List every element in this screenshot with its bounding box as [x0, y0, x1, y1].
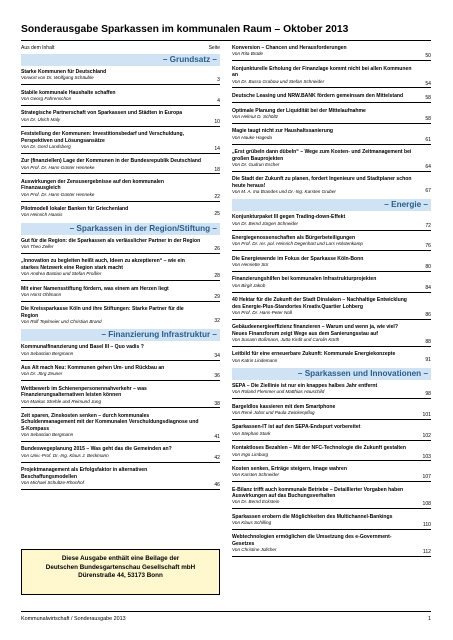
- toc-entry-page: 72: [425, 222, 431, 229]
- toc-entry: [232, 404, 431, 420]
- toc-entry: [21, 206, 220, 218]
- toc-entry-author: Von Horst Ohlmann: [21, 291, 62, 297]
- toc-entry-page: 36: [214, 373, 220, 380]
- toc-entry-title: Pilotmodell lokaler Banken für Griechenland: [21, 206, 129, 213]
- toc-entry: [232, 383, 431, 399]
- toc-entry-page: 112: [422, 549, 431, 556]
- toc-entry: [232, 445, 431, 461]
- toc-entry-title: Webtechnologien ermöglichen die Umsetzung des e-Government-Gesetzes: [232, 534, 392, 547]
- footer-publication: Kommunalwirtschaft / Sonderausgabe 2013: [21, 616, 126, 622]
- toc-entry-page: 41: [214, 434, 220, 441]
- toc-entry-title: Deutsche Leasing und NRW.BANK fördern gemeinsam den Mittelstand: [232, 92, 404, 99]
- toc-entry-title: Zeit sparen, Zinskosten senken – durch kommunales Schuldenmanagement mit der Kommunalen Verschuldungsdiagnose und S-Kompass: [21, 412, 199, 432]
- toc-entry-page: 38: [214, 400, 220, 407]
- toc-entry-author: Von Prof. Dr. Hans-Peter Noll: [232, 309, 292, 315]
- toc-entry-page: 80: [425, 264, 431, 271]
- toc-entry-title: E-Bilanz trifft auch kommunale Betriebe – Detaillierter Vorgaben haben Auswirkungen auf das Buchungsverhalten: [232, 486, 404, 499]
- toc-entry-page: 103: [422, 453, 431, 460]
- toc-entry-author: Von Markus Strehle und Reimund Jung: [21, 398, 102, 404]
- toc-entry-page: 110: [422, 522, 431, 529]
- toc-entry: [232, 176, 431, 195]
- toc-entry-author: Von Sebastian Bergmann: [21, 432, 74, 438]
- toc-entry-title: Strategische Partnerschaft von Sparkassen und Städten in Europa: [21, 110, 183, 117]
- toc-entry: [21, 179, 220, 202]
- toc-entry-page: 58: [425, 95, 431, 102]
- toc-entry-page: 18: [214, 166, 220, 173]
- toc-entry: [21, 69, 220, 85]
- notice-line-3: Dürenstraße 44, 53173 Bonn: [78, 572, 163, 580]
- toc-entry-title: Bundeswegeplanung 2015 – Was geht das die Gemeinden an?: [21, 446, 172, 453]
- footer-page-number: 1: [428, 616, 431, 622]
- toc-label: Aus dem Inhalt: [21, 45, 55, 51]
- toc-entry-title: SEPA – Die Ziellinie ist nur ein knappes halbes Jahr entfernt: [232, 383, 378, 390]
- toc-entry-title: 40 Hektar für die Zukunft der Stadt Dinslaken – Nachhaltige Entwicklung des Energie-Plus-Standortes Kreativ.Quartier Lohberg: [232, 297, 407, 310]
- toc-entry-title: Mit einer Namensstiftung fördern, was einem am Herzen liegt: [21, 285, 169, 292]
- toc-entry-page: 67: [425, 188, 431, 195]
- toc-entry-page: 84: [425, 284, 431, 291]
- toc-entry: [21, 131, 220, 154]
- toc-entry-page: 34: [214, 352, 220, 359]
- supplement-notice: [21, 549, 220, 595]
- toc-entry: [232, 297, 431, 320]
- toc-entry-page: 28: [214, 273, 220, 280]
- toc-entry-author: Von Dr. Gudrun Escher: [232, 161, 280, 167]
- toc-entry: [21, 258, 220, 281]
- toc-entry: [21, 344, 220, 360]
- toc-entry-author: Von Dr. Bernd Eckstein: [232, 499, 280, 505]
- toc-entry-page: 102: [422, 432, 431, 439]
- toc-entry: [21, 365, 220, 381]
- section-header-grundsatz: – Grundsatz –: [21, 54, 220, 66]
- toc-entry-author: Von Hauke Hageda: [232, 134, 272, 140]
- toc-entry-author: Vorwort von Dr. Wolfgang Schäuble: [21, 75, 94, 81]
- toc-entry-title: Finanzierungshilfen bei kommunalen Infrastrukturprojekten: [232, 276, 377, 283]
- toc-entry-author: Von Prof. Dr. rer. pol. Heinrich Degenhart und Lars Holstenkamp: [232, 241, 363, 247]
- toc-entry-author: Von Andrea Bastian und Stefan Proßler: [21, 271, 102, 277]
- toc-entry-page: 3: [217, 77, 220, 84]
- toc-entry-author: Von Christine Jülicher: [232, 547, 277, 553]
- toc-entry-title: Gebäudeenergieeffizienz finanzieren – Warum und wenn ja, wie viel? Neues Finanzforum zeigt Wege aus dem Sanierungsstau auf: [232, 324, 398, 337]
- toc-entry-title: Kontaktloses Bezahlen – Mit der NFC-Technologie die Zukunft gestalten: [232, 445, 406, 452]
- toc-entry: [232, 514, 431, 530]
- toc-entry-page: 101: [422, 412, 431, 419]
- section-header-sparkassen-region: – Sparkassen in der Region/Stiftung –: [21, 223, 220, 235]
- toc-entry: [232, 534, 431, 557]
- toc-entry-page: 91: [425, 356, 431, 363]
- toc-entry: [232, 149, 431, 172]
- toc-entry: [232, 108, 431, 124]
- toc-entry: [21, 238, 220, 254]
- toc-entry-title: Kosten senken, Erträge steigern, Image wahren: [232, 465, 347, 472]
- toc-entry: [232, 45, 431, 61]
- toc-entry-title: Magie taugt nicht zur Haushaltssanierung: [232, 128, 334, 135]
- toc-entry-page: 107: [422, 474, 431, 481]
- toc-entry: [232, 424, 431, 440]
- toc-entry: [21, 110, 220, 126]
- toc-entry: [232, 276, 431, 292]
- toc-entry-page: 86: [425, 311, 431, 318]
- toc-entry-author: Von Helmut D. Schöltz: [232, 114, 279, 120]
- toc-entry-page: 25: [214, 211, 220, 218]
- toc-entry-title: Starke Kommunen für Deutschland: [21, 69, 107, 75]
- toc-entry-title: Die Energiewende im Fokus der Sparkasse Köln-Bonn: [232, 255, 364, 262]
- page-label: Seite: [208, 45, 220, 51]
- toc-entry: [232, 487, 431, 510]
- toc-entry: [21, 286, 220, 302]
- toc-entry: [232, 351, 431, 363]
- toc-entry: [232, 128, 431, 144]
- toc-entry-title: Gut für die Region: die Sparkassen als verlässlicher Partner in der Region: [21, 237, 201, 244]
- toc-entry-page: 10: [214, 118, 220, 125]
- toc-entry-author: Von M. A. Ina Brandes und Dr.-Ing. Karsten Gruber: [232, 189, 336, 195]
- section-header-energie: – Energie –: [232, 199, 431, 211]
- toc-entry-title: Wettbewerb im Schienenpersonennahverkehr – was Finanzierungsalternativen leisten können: [21, 385, 147, 399]
- toc-entry-title: „Erst grübeln dann dübeln“ – Wege zum Kosten- und Zeitmanagement bei großen Bauprojekten: [232, 149, 412, 162]
- toc-entry: [21, 386, 220, 409]
- toc-entry: [232, 324, 431, 347]
- toc-entry: [232, 235, 431, 251]
- toc-entry-author: Von Dr. Gerd Landsberg: [21, 143, 71, 149]
- toc-entry-page: 61: [425, 136, 431, 143]
- toc-entry-title: Konjunkturelle Erholung der Finanzlage kommt nicht bei allen Kommunen an: [232, 65, 412, 79]
- toc-entry: [21, 446, 220, 462]
- toc-entry-author: Von Rolf Teplmeier und Christian Brand: [21, 319, 102, 325]
- section-list-misc: [232, 45, 431, 195]
- toc-entry-title: Leitbild für eine erneuerbare Zukunft: Kommunale Energiekonzepte: [232, 351, 396, 358]
- toc-entry-page: 32: [214, 318, 220, 325]
- title-divider: [21, 40, 431, 41]
- toc-entry-author: Von Dr. Ulrich Maly: [21, 116, 61, 122]
- toc-entry-page: 29: [214, 293, 220, 300]
- toc-entry-author: Von René Jobst und Paula Zwickenpflug: [232, 410, 315, 416]
- toc-entry-title: Bargeldlos kassieren mit dem Smartphone: [232, 403, 336, 410]
- toc-entry: [232, 214, 431, 230]
- toc-entry-title: Stabile kommunale Haushalte schaffen: [21, 89, 116, 96]
- toc-entry-author: Von Theo Zeller: [21, 244, 54, 250]
- toc-entry-title: Konjunkturpaket III gegen Trading-down-Effekt: [232, 214, 346, 221]
- toc-entry-title: Auswirkungen der Zensusergebnisse auf den kommunalen Finanzausgleich: [21, 178, 164, 192]
- toc-entry-page: 108: [422, 501, 431, 508]
- toc-entry-author: Von Katrin Lindemann: [232, 357, 278, 363]
- toc-entry-author: Von Michael Schultze-Rhonhof: [21, 479, 84, 485]
- toc-entry-page: 54: [425, 80, 431, 87]
- toc-entry-page: 42: [214, 454, 220, 461]
- toc-entry-author: Von Susann Boßmann, Jutta Kirdit und Carolin Kürth: [232, 337, 340, 343]
- toc-entry-author: Von Prof. Dr. Hans-Günter Henneke: [21, 191, 95, 197]
- section-list-finanzierung: [21, 344, 220, 489]
- section-list-sparkassen-region: [21, 238, 220, 325]
- section-header-finanzierung: – Finanzierung Infrastruktur –: [21, 329, 220, 341]
- toc-entry-author: Von Stephan Stark: [232, 430, 271, 436]
- toc-entry-author: Von Dr. Jörg Zeuner: [21, 371, 63, 377]
- toc-entry-page: 76: [425, 243, 431, 250]
- toc-entry-page: 26: [214, 246, 220, 253]
- footer-divider: [21, 611, 431, 612]
- toc-entry-title: Aus Alt mach Neu: Kommunen gehen Um- und Rückbau an: [21, 365, 165, 372]
- toc-entry-author: Von Sebastian Bergmann: [21, 350, 74, 356]
- toc-entry-author: Von Rita Brüde: [232, 51, 263, 57]
- toc-entry-author: Von Dr. Bernd Jürgen Schneider: [232, 220, 299, 226]
- section-list-innovationen: [232, 383, 431, 557]
- page-title: Sonderausgabe Sparkassen im kommunalen Raum – Oktober 2013: [21, 24, 349, 35]
- toc-entry-author: Von Ingo Limburg: [232, 451, 269, 457]
- toc-entry-title: Projektmanagement als Erfolgsfaktor in alternativen Beschaffungsmodellen: [21, 467, 148, 480]
- toc-entry-author: Von Dr. Busso Grabow und Stefan Schneider: [232, 78, 325, 84]
- toc-entry: [232, 93, 431, 103]
- notice-line-2: Deutschen Bundesgartenschau Gesellschaft mbH: [45, 563, 196, 571]
- toc-entry-page: 46: [214, 481, 220, 488]
- toc-entry: [232, 256, 431, 272]
- toc-entry: [232, 466, 431, 482]
- toc-entry-title: Die Stadt der Zukunft zu planen, fordert Ingenieure und Stadtplaner schon heute heraus!: [232, 176, 412, 189]
- toc-entry-title: „Innovation zu begleiten heißt auch, Ideen zu akzeptieren“ – wie ein starkes Netzwerk eine Region stark macht: [21, 258, 185, 271]
- toc-entry: [232, 66, 431, 89]
- toc-entry-title: Sparkassen erobern die Möglichkeiten des Multichannel-Bankings: [232, 513, 393, 520]
- toc-entry-page: 64: [425, 163, 431, 170]
- toc-entry-page: 88: [425, 339, 431, 346]
- toc-entry: [21, 413, 220, 442]
- toc-entry-author: Von Prof. Dr. Hans-Günter Henneke: [21, 164, 95, 170]
- toc-entry-page: 22: [214, 193, 220, 200]
- toc-column-header: [21, 45, 220, 51]
- right-column: [232, 45, 431, 562]
- toc-entry-title: Energiegenossenschaften als Bürgerbeteiligungen: [232, 235, 356, 242]
- toc-entry-title: Kommunalfinanzierung und Basel III – Quo vadis ?: [21, 344, 144, 351]
- toc-entry-page: 98: [425, 391, 431, 398]
- toc-entry: [21, 158, 220, 174]
- toc-entry-page: 14: [214, 145, 220, 152]
- toc-entry-author: Von Roland Flemmer und Matthias Hauschild: [232, 389, 325, 395]
- toc-entry: [21, 306, 220, 325]
- toc-entry-author: Von Univ.-Prof. Dr.-Ing. Klaus J. Beckmann: [21, 452, 109, 458]
- toc-entry-title: Feststellung der Kommunen: Investitionsbedarf und Verschuldung, Perspektiven und Lösungsansätze: [21, 131, 185, 144]
- toc-entry-author: Von Karsten Schneider: [232, 472, 280, 478]
- toc-entry-page: 58: [425, 116, 431, 123]
- toc-entry-title: Konversion – Chancen und Herausforderungen: [232, 45, 347, 51]
- notice-line-1: Diese Ausgabe enthält eine Beilage der: [61, 555, 180, 562]
- toc-entry-title: Sparkassen-IT ist auf den SEPA-Endspurt vorbereitet: [232, 424, 361, 431]
- toc-entry-title: Optimale Planung der Liquidität bei der Mittelaufnahme: [232, 107, 366, 114]
- left-column: [21, 45, 220, 494]
- section-header-innovationen: – Sparkassen und Innovationen –: [232, 368, 431, 380]
- toc-entry-author: Von Heinrich Haasis: [21, 212, 63, 218]
- toc-entry-author: Von Klaus Schilling: [232, 520, 272, 526]
- toc-entry-author: Von Birgit Jakob: [232, 282, 266, 288]
- toc-entry-title: Die Kreissparkasse Köln und ihre Stiftungen: Starke Partner für die Region: [21, 306, 184, 319]
- toc-entry-page: 4: [217, 98, 220, 105]
- toc-entry: [21, 467, 220, 490]
- toc-entry-author: Von Henriette Sür: [232, 262, 269, 268]
- section-list-grundsatz: [21, 69, 220, 218]
- toc-entry-page: 50: [425, 53, 431, 60]
- toc-entry-author: Von Georg Fahrenschon: [21, 96, 72, 102]
- toc-entry: [21, 90, 220, 106]
- toc-entry-title: Zur (finanziellen) Lage der Kommunen in der Bundesrepublik Deutschland: [21, 158, 201, 165]
- section-list-energie: [232, 214, 431, 363]
